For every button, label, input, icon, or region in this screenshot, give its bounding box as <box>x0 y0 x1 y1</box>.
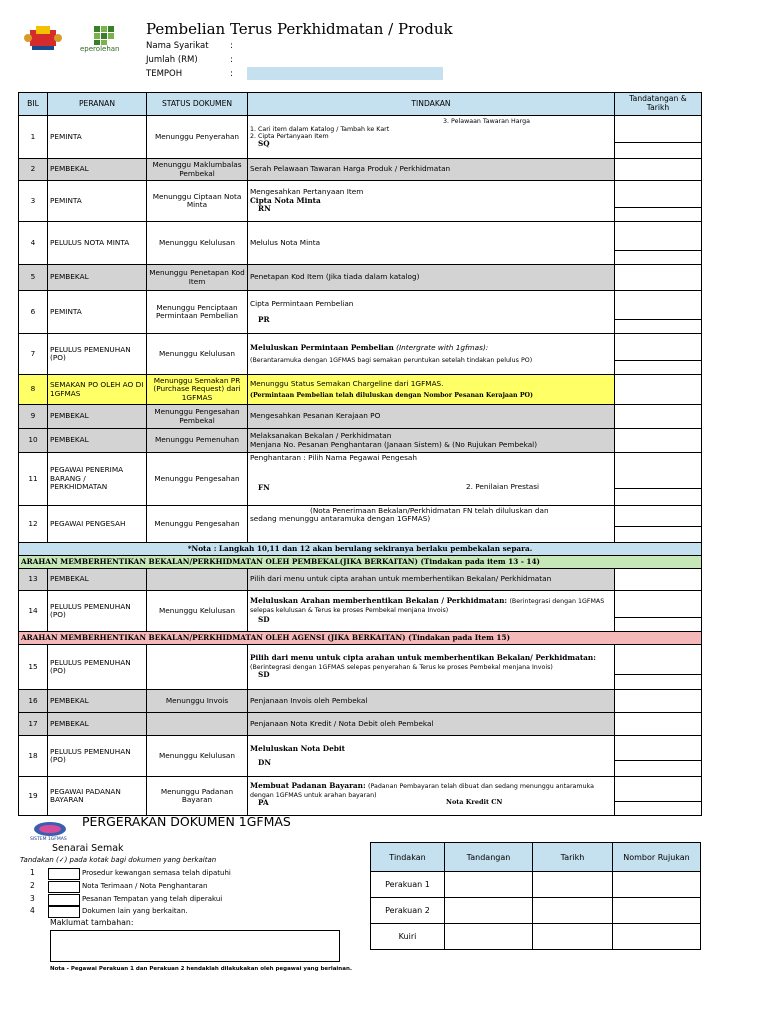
cell-status <box>147 569 248 591</box>
date-cell[interactable] <box>533 924 613 950</box>
table-row <box>19 222 702 265</box>
cell-status: Menunggu Kelulusan <box>147 736 248 777</box>
page-title: Pembelian Terus Perkhidmatan / Produk <box>146 20 453 38</box>
cell-status <box>147 713 248 736</box>
cell-tindakan <box>248 736 615 777</box>
tindakan-line: (Padanan Pembayaran telah dibuat dan sedang menunggu antaramuka dengan 1GFMAS untuk arahan bayaran) <box>250 783 594 799</box>
cell-bil: 1 <box>19 116 48 159</box>
table-row <box>19 453 702 506</box>
tindakan-line: 1. Cari item dalam Katalog / Tambah ke Kart <box>250 125 390 133</box>
table-row <box>19 116 702 159</box>
cell-status <box>147 645 248 690</box>
logo-text: eperolehan <box>80 45 120 53</box>
tindakan-italic: (Intergrate with 1gfmas): <box>396 343 489 353</box>
tindakan-line: 2. Penilaian Prestasi <box>466 482 540 491</box>
signature-cell[interactable] <box>615 265 702 291</box>
tindakan-line: Pilih dari menu untuk cipta arahan untuk memberhentikan Bekalan/ Perkhidmatan: <box>250 653 596 663</box>
perakuan-table <box>370 842 701 950</box>
cell-peranan: PELULUS NOTA MINTA <box>48 222 147 265</box>
checklist-item: 4 <box>30 906 35 915</box>
tindakan-line: Meluluskan Permintaan Pembelian <box>250 343 394 353</box>
cell-status: Menunggu Penciptaan Permintaan Pembelian <box>147 291 248 334</box>
cell-status: Menunggu Pengesahan Pembekal <box>147 405 248 429</box>
cell-bil: 19 <box>19 777 48 816</box>
ref-cell[interactable] <box>613 924 701 950</box>
cell-peranan: PELULUS PEMENUHAN (PO) <box>48 334 147 375</box>
table-row <box>19 265 702 291</box>
logo-text: SISTEM 1GFMAS <box>30 837 67 842</box>
cell-status: Menunggu Penyerahan <box>147 116 248 159</box>
eperolehan-logo <box>80 24 136 54</box>
col-header-tindakan: Tindakan <box>371 843 445 872</box>
doc-code: SD <box>258 615 270 625</box>
cell-tindakan: Melulus Nota Minta <box>248 222 615 265</box>
checklist-checkbox[interactable] <box>48 906 80 918</box>
checklist-label: Nota Terimaan / Nota Penghantaran <box>82 882 208 890</box>
senarai-semak-heading: Senarai Semak <box>52 843 124 854</box>
signature-cell[interactable] <box>615 222 702 265</box>
doc-code: SQ <box>258 139 270 149</box>
doc-code: DN <box>258 758 271 767</box>
cell-peranan: PELULUS PEMENUHAN (PO) <box>48 736 147 777</box>
checklist-checkbox[interactable] <box>48 894 80 906</box>
perakuan-label: Kuiri <box>371 924 445 950</box>
tindakan-line: Meluluskan Arahan memberhentikan Bekalan / Perkhidmatan: <box>250 596 508 606</box>
field-jumlah: Jumlah (RM) : <box>146 55 233 65</box>
signature-cell[interactable] <box>615 569 702 591</box>
tindakan-line: Meluluskan Nota Debit <box>250 743 346 753</box>
table-row <box>19 291 702 334</box>
cell-bil: 13 <box>19 569 48 591</box>
cell-tindakan <box>248 453 615 506</box>
cell-bil: 10 <box>19 429 48 453</box>
checklist-checkbox[interactable] <box>48 868 80 880</box>
table-row <box>371 924 701 950</box>
cell-bil: 16 <box>19 690 48 713</box>
table-row <box>19 159 702 181</box>
malaysia-crest-icon <box>24 24 62 52</box>
cell-peranan: PEMBEKAL <box>48 429 147 453</box>
cell-status: Menunggu Semakan PR (Purchase Request) dari 1GFMAS <box>147 375 248 405</box>
cell-peranan: PELULUS PEMENUHAN (PO) <box>48 591 147 632</box>
col-header-bil: BIL <box>19 93 48 116</box>
signature-cell[interactable] <box>615 777 702 816</box>
perakuan-header-row <box>371 843 701 872</box>
col-header-peranan: PERANAN <box>48 93 147 116</box>
cell-tindakan: Serah Pelawaan Tawaran Harga Produk / Perkhidmatan <box>248 159 615 181</box>
checklist-item: 1 <box>30 868 35 877</box>
ref-cell[interactable] <box>613 872 701 898</box>
table-row <box>19 375 702 405</box>
table-row <box>19 591 702 632</box>
cell-bil: 6 <box>19 291 48 334</box>
tindakan-line: (Berintegrasi dengan 1GFMAS selepas kelulusan & Terus ke proses Pembekal menjana Invois) <box>250 598 605 614</box>
cell-peranan: PEMBEKAL <box>48 690 147 713</box>
table-row <box>19 690 702 713</box>
cell-peranan: PEMBEKAL <box>48 713 147 736</box>
tindakan-line: Menjana No. Pesanan Penghantaran (Janaan Sistem) & (No Rujukan Pembekal) <box>250 439 538 449</box>
maklumat-tambahan-label: Maklumat tambahan: <box>50 918 134 927</box>
cell-bil: 9 <box>19 405 48 429</box>
cell-status: Menunggu Invois <box>147 690 248 713</box>
section-title: ARAHAN MEMBERHENTIKAN BEKALAN/PERKHIDMATAN OLEH AGENSI (JIKA BERKAITAN) (Tindakan pada Item 15) <box>19 632 702 645</box>
cell-tindakan: Penjanaan Nota Kredit / Nota Debit oleh Pembekal <box>248 713 615 736</box>
sistem-1gfmas-logo <box>30 820 70 842</box>
signature-cell[interactable] <box>615 429 702 453</box>
tindakan-line: Melaksanakan Bekalan / Perkhidmatan <box>250 431 392 441</box>
footer-note: Nota - Pegawai Perakuan 1 dan Perakuan 2 hendaklah dilakukakan oleh pegawai yang berlainan. <box>50 966 352 972</box>
date-cell[interactable] <box>533 872 613 898</box>
cell-peranan: PELULUS PEMENUHAN (PO) <box>48 645 147 690</box>
cell-bil: 7 <box>19 334 48 375</box>
cell-bil: 5 <box>19 265 48 291</box>
checklist-item: 3 <box>30 894 35 903</box>
cell-peranan: PEMINTA <box>48 291 147 334</box>
note-row <box>19 543 702 556</box>
sign-cell[interactable] <box>445 872 533 898</box>
table-header-row <box>19 93 702 116</box>
table-row <box>19 777 702 816</box>
signature-cell[interactable] <box>615 645 702 690</box>
field-tempoh: TEMPOH : <box>146 69 233 79</box>
signature-cell[interactable] <box>615 405 702 429</box>
signature-cell[interactable] <box>615 591 702 632</box>
table-row <box>19 506 702 543</box>
signature-cell[interactable] <box>615 116 702 159</box>
tindakan-line: Penghantaran : Pilih Nama Pegawai Pengesah <box>250 453 418 462</box>
cell-tindakan <box>248 506 615 543</box>
tindakan-line: (Nota Penerimaan Bekalan/Perkhidmatan FN telah diluluskan dan <box>310 506 549 515</box>
checklist-item: 2 <box>30 881 35 890</box>
cell-tindakan <box>248 181 615 222</box>
process-table <box>18 92 702 816</box>
pergerakan-title: PERGERAKAN DOKUMEN 1GFMAS <box>82 814 291 829</box>
cell-status: Menunggu Penetapan Kod Item <box>147 265 248 291</box>
tindakan-line: Membuat Padanan Bayaran: <box>250 781 366 791</box>
table-row <box>19 334 702 375</box>
cell-status: Menunggu Pengesahan <box>147 453 248 506</box>
field-nama-syarikat: Nama Syarikat : <box>146 41 233 51</box>
table-row <box>19 645 702 690</box>
cell-status: Menunggu Maklumbalas Pembekal <box>147 159 248 181</box>
section-header-pembekal <box>19 556 702 569</box>
cell-tindakan <box>248 375 615 405</box>
cell-peranan: PEMINTA <box>48 116 147 159</box>
table-row <box>19 429 702 453</box>
cell-tindakan <box>248 591 615 632</box>
signature-cell[interactable] <box>615 159 702 181</box>
tindakan-line: (Berintegrasi dengan 1GFMAS selepas penyerahan & Terus ke proses Pembekal menjana Invois) <box>250 663 553 671</box>
cell-status: Menunggu Kelulusan <box>147 222 248 265</box>
table-row <box>19 569 702 591</box>
tindakan-line: sedang menunggu antaramuka dengan 1GFMAS) <box>250 514 431 524</box>
doc-code: RN <box>258 204 271 214</box>
table-row <box>19 736 702 777</box>
cell-bil: 11 <box>19 453 48 506</box>
perakuan-label: Perakuan 1 <box>371 872 445 898</box>
col-header-status: STATUS DOKUMEN <box>147 93 248 116</box>
ref-cell[interactable] <box>613 898 701 924</box>
signature-cell[interactable] <box>615 690 702 713</box>
cell-tindakan: Penetapan Kod Item (Jika tiada dalam katalog) <box>248 265 615 291</box>
cell-status: Menunggu Ciptaan Nota Minta <box>147 181 248 222</box>
signature-cell[interactable] <box>615 453 702 506</box>
section-header-agensi <box>19 632 702 645</box>
tandakan-instruction: Tandakan (✓) pada kotak bagi dokumen yang berkaitan <box>20 856 217 864</box>
cell-bil: 18 <box>19 736 48 777</box>
cell-peranan: PEMBEKAL <box>48 569 147 591</box>
cell-peranan: SEMAKAN PO OLEH AO DI 1GFMAS <box>48 375 147 405</box>
section-title: ARAHAN MEMBERHENTIKAN BEKALAN/PERKHIDMATAN OLEH PEMBEKAL(JIKA BERKAITAN) (Tindakan pada item 13 - 14) <box>19 556 702 569</box>
doc-code: Nota Kredit CN <box>446 797 503 806</box>
cell-peranan: PEGAWAI PENERIMA BARANG / PERKHIDMATAN <box>48 453 147 506</box>
cell-bil: 2 <box>19 159 48 181</box>
checklist-checkbox[interactable] <box>48 881 80 893</box>
checklist-label: Dokumen lain yang berkaitan. <box>82 907 188 915</box>
checklist-label: Pesanan Tempatan yang telah diperakui <box>82 895 223 903</box>
tindakan-line: 3. Pelawaan Tawaran Harga <box>443 118 530 125</box>
col-header-tarikh: Tarikh <box>533 843 613 872</box>
col-header-tindakan: TINDAKAN <box>248 93 615 116</box>
langkah-note: *Nota : Langkah 10,11 dan 12 akan berulang sekiranya berlaku pembekalan separa. <box>19 543 702 556</box>
cell-status: Menunggu Padanan Bayaran <box>147 777 248 816</box>
doc-code: FN <box>258 483 270 493</box>
table-row <box>371 872 701 898</box>
tempoh-input[interactable] <box>247 67 443 80</box>
table-row <box>19 713 702 736</box>
tindakan-line: (Berantaramuka dengan 1GFMAS bagi semakan peruntukan setelah tindakan pelulus PO) <box>250 356 533 364</box>
cell-tindakan <box>248 645 615 690</box>
date-cell[interactable] <box>533 898 613 924</box>
cell-bil: 12 <box>19 506 48 543</box>
signature-cell[interactable] <box>615 181 702 222</box>
tindakan-line: Cipta Permintaan Pembelian <box>250 298 354 308</box>
cell-bil: 14 <box>19 591 48 632</box>
cell-tindakan <box>248 429 615 453</box>
cell-peranan: PEMINTA <box>48 181 147 222</box>
doc-code: SD <box>258 670 270 680</box>
tindakan-line: Menunggu Status Semakan Chargeline dari 1GFMAS. <box>250 379 444 389</box>
doc-code: PR <box>258 315 270 324</box>
cell-peranan: PEMBEKAL <box>48 405 147 429</box>
cell-tindakan: Penjanaan Invois oleh Pembekal <box>248 690 615 713</box>
signature-cell[interactable] <box>615 291 702 334</box>
cell-tindakan <box>248 291 615 334</box>
signature-cell[interactable] <box>615 713 702 736</box>
cell-peranan: PEGAWAI PADANAN BAYARAN <box>48 777 147 816</box>
doc-code: PA <box>258 797 269 807</box>
col-header-tandatangan: Tandatangan & Tarikh <box>615 93 702 116</box>
signature-cell[interactable] <box>615 334 702 375</box>
col-header-tandangan: Tandangan <box>445 843 533 872</box>
cell-status: Menunggu Kelulusan <box>147 334 248 375</box>
cell-bil: 17 <box>19 713 48 736</box>
table-row <box>19 181 702 222</box>
tindakan-line: Mengesahkan Pertanyaan Item <box>250 187 364 197</box>
tindakan-line: Cipta Nota Minta <box>250 195 321 205</box>
maklumat-tambahan-input[interactable] <box>50 930 340 962</box>
tindakan-line: (Permintaan Pembelian telah diluluskan dengan Nombor Pesanan Kerajaan PO) <box>250 391 534 399</box>
cell-tindakan <box>248 116 615 159</box>
checklist-label: Prosedur kewangan semasa telah dipatuhi <box>82 869 231 877</box>
cell-status: Menunggu Pengesahan <box>147 506 248 543</box>
signature-cell[interactable] <box>615 375 702 405</box>
table-row <box>371 898 701 924</box>
cell-peranan: PEMBEKAL <box>48 159 147 181</box>
signature-cell[interactable] <box>615 736 702 777</box>
cell-tindakan: Pilih dari menu untuk cipta arahan untuk memberhentikan Bekalan/ Perkhidmatan <box>248 569 615 591</box>
cell-status: Menunggu Pemenuhan <box>147 429 248 453</box>
cell-bil: 4 <box>19 222 48 265</box>
cell-status: Menunggu Kelulusan <box>147 591 248 632</box>
perakuan-label: Perakuan 2 <box>371 898 445 924</box>
cell-bil: 8 <box>19 375 48 405</box>
tindakan-line: 2. Cipta Pertanyaan Item <box>250 132 329 140</box>
sign-cell[interactable] <box>445 924 533 950</box>
cell-peranan: PEGAWAI PENGESAH <box>48 506 147 543</box>
cell-bil: 3 <box>19 181 48 222</box>
sign-cell[interactable] <box>445 898 533 924</box>
signature-cell[interactable] <box>615 506 702 543</box>
cell-tindakan <box>248 334 615 375</box>
table-row <box>19 405 702 429</box>
cell-tindakan <box>248 777 615 816</box>
cell-bil: 15 <box>19 645 48 690</box>
col-header-nombor-rujukan: Nombor Rujukan <box>613 843 701 872</box>
cell-tindakan: Mengesahkan Pesanan Kerajaan PO <box>248 405 615 429</box>
cell-peranan: PEMBEKAL <box>48 265 147 291</box>
